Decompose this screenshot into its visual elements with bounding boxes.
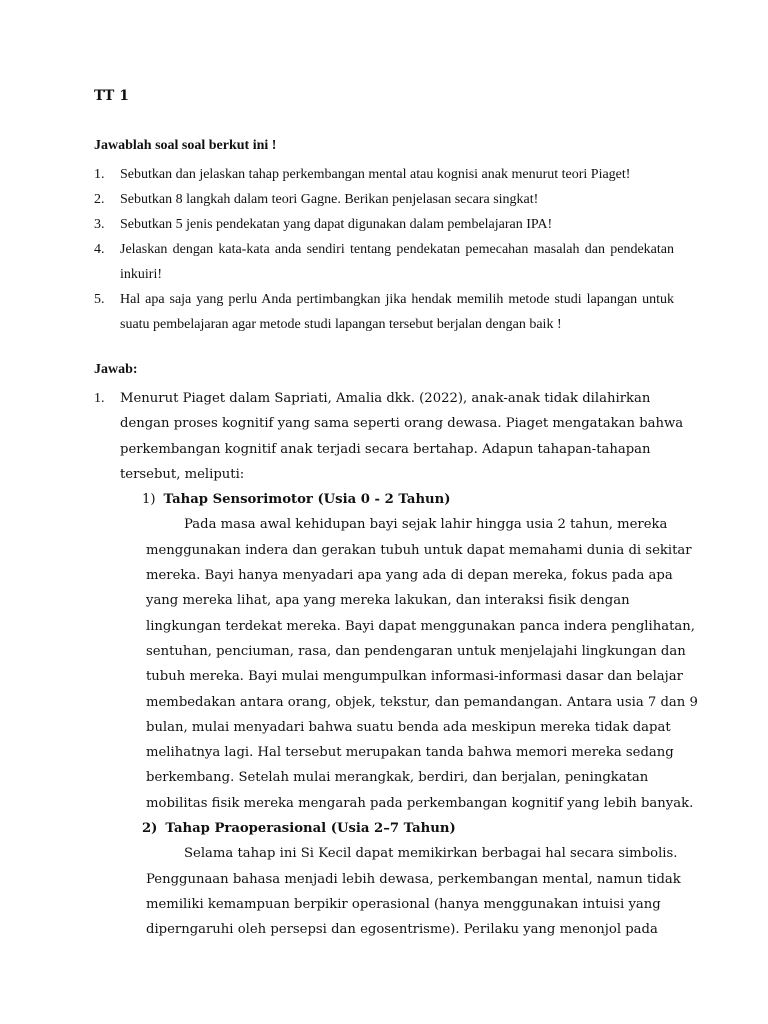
stage-number: 1)	[142, 492, 156, 508]
stage-paragraph	[146, 841, 698, 942]
paragraph-line: diperngaruhi oleh persepsi dan egosentrisme). Perilaku yang menonjol pada	[146, 922, 658, 938]
item-number: 3.	[94, 217, 105, 232]
stage-number: 2)	[142, 821, 158, 837]
item-number: 4.	[94, 242, 105, 257]
question-text: Jelaskan dengan kata-kata anda sendiri tentang pendekatan pemecahan masalah dan pendekatan inkuiri!	[120, 242, 674, 282]
paragraph-line: Menurut Piaget dalam Sapriati, Amalia dkk. (2022), anak-anak tidak dilahirkan	[120, 391, 651, 406]
question-text: Sebutkan 5 jenis pendekatan yang dapat digunakan dalam pembelajaran IPA!	[120, 217, 553, 232]
paragraph-line: mobilitas fisik mereka mengarah pada perkembangan kognitif yang lebih banyak.	[146, 795, 694, 811]
item-number: 1.	[94, 167, 105, 182]
paragraph-line: tubuh mereka. Bayi mulai mengumpulkan informasi-informasi dasar dan belajar	[146, 669, 683, 685]
paragraph-line: Pada masa awal kehidupan bayi sejak lahir hingga usia 2 tahun, mereka	[184, 517, 668, 533]
paragraph-line: memiliki kemampuan berpikir operasional (hanya menggunakan intuisi yang	[146, 896, 661, 912]
paragraph-line: membedakan antara orang, objek, tekstur, dan pemandangan. Antara usia 7 dan 9	[146, 694, 698, 710]
question-text: Sebutkan dan jelaskan tahap perkembangan mental atau kognisi anak menurut teori Piaget!	[120, 167, 631, 182]
paragraph-line: melihatnya lagi. Hal tersebut merupakan tanda bahwa memori mereka sedang	[146, 745, 674, 761]
question-list	[94, 162, 674, 337]
paragraph-line: bulan, mulai menyadari bahwa suatu benda ada meskipun mereka tidak dapat	[146, 719, 671, 735]
paragraph-line: berkembang. Setelah mulai merangkak, berdiri, dan berjalan, peningkatan	[146, 770, 649, 786]
paragraph-line: mereka. Bayi hanya menyadari apa yang ada di depan mereka, fokus pada apa	[146, 568, 673, 584]
stage-title: Tahap Praoperasional (Usia 2–7 Tahun)	[165, 821, 456, 837]
question-text: Hal apa saja yang perlu Anda pertimbangkan jika hendak memilih metode studi lapangan untuk suatu pembelajaran agar metode studi lapangan tersebut berjalan dengan baik !	[120, 292, 674, 332]
list-item	[94, 237, 674, 287]
list-item	[94, 287, 674, 337]
list-item	[94, 212, 674, 237]
paragraph-line: Selama tahap ini Si Kecil dapat memikirkan berbagai hal secara simbolis.	[184, 846, 678, 862]
paragraph-line: perkembangan kognitif anak terjadi secara bertahap. Adapun tahapan-tahapan	[120, 441, 651, 457]
paragraph-line: dengan proses kognitif yang sama seperti orang dewasa. Piaget mengatakan bahwa	[120, 416, 684, 432]
answer-item	[94, 386, 698, 943]
item-number: 5.	[94, 292, 105, 307]
answer-heading: Jawab:	[94, 362, 138, 377]
item-number: 1.	[94, 391, 105, 406]
paragraph-line: sentuhan, penciuman, rasa, dan pendengaran untuk menjelajahi lingkungan dan	[146, 643, 686, 659]
paragraph-line: tersebut, meliputi:	[120, 466, 245, 482]
list-item	[94, 187, 674, 212]
stage-title: Tahap Sensorimotor (Usia 0 - 2 Tahun)	[163, 492, 451, 508]
list-item	[94, 162, 674, 187]
paragraph-line: lingkungan terdekat mereka. Bayi dapat menggunakan panca indera penglihatan,	[146, 618, 695, 634]
answer-section	[94, 386, 698, 943]
document-title: TT 1	[94, 88, 129, 104]
question-text: Sebutkan 8 langkah dalam teori Gagne. Berikan penjelasan secara singkat!	[120, 192, 539, 207]
stage-heading	[142, 487, 698, 512]
item-number: 2.	[94, 192, 105, 207]
stage-heading	[142, 816, 698, 841]
paragraph-line: yang mereka lihat, apa yang mereka lakukan, dan interaksi fisik dengan	[146, 593, 630, 609]
stage-paragraph	[146, 512, 698, 816]
paragraph-line: menggunakan indera dan gerakan tubuh untuk dapat memahami dunia di sekitar	[146, 542, 692, 558]
instruction-heading: Jawablah soal soal berkut ini !	[94, 138, 277, 153]
answer-body	[120, 386, 698, 943]
paragraph-line: Penggunaan bahasa menjadi lebih dewasa, perkembangan mental, namun tidak	[146, 871, 681, 887]
